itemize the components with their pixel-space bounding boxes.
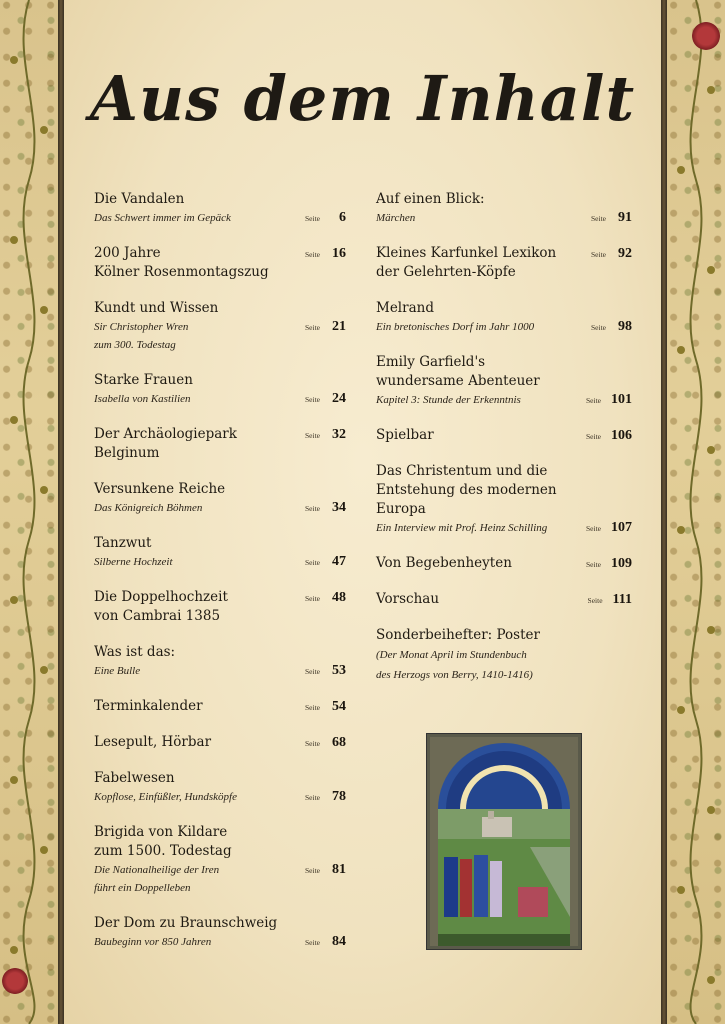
page-label: Seite (305, 431, 320, 440)
toc-entry-title: Kundt und Wissen (94, 300, 219, 316)
toc-left-column (94, 190, 346, 968)
page-number: 54 (332, 699, 346, 714)
toc-entry-title: Versunkene Reiche (94, 481, 226, 497)
toc-entry-subtitle: Das Königreich Böhmen (94, 502, 203, 514)
page-label: Seite (305, 739, 320, 748)
toc-entry-title: Emily Garfield's wundersame Abenteuer (376, 354, 540, 389)
page-number: 92 (618, 246, 632, 261)
toc-page-ref (305, 590, 346, 606)
page-label: Seite (591, 214, 606, 223)
page-label: Seite (305, 558, 320, 567)
toc-page-ref (305, 210, 346, 226)
toc-page-ref (591, 210, 632, 226)
page-number: 84 (332, 934, 346, 949)
toc-entry-title: Tanzwut (94, 535, 152, 551)
toc-entry (376, 299, 632, 336)
toc-page-ref (305, 934, 346, 950)
toc-page-ref (305, 246, 346, 262)
page-label: Seite (305, 395, 320, 404)
toc-entry-subtitle: Kapitel 3: Stunde der Erkenntnis (376, 394, 521, 406)
toc-entry-title: Fabelwesen (94, 770, 175, 786)
vine-ornament-left (0, 0, 58, 1024)
page-number: 101 (611, 392, 632, 407)
toc-entry (94, 190, 346, 227)
page-label: Seite (591, 250, 606, 259)
toc-entry-title: Terminkalender (94, 698, 203, 714)
toc-entry-title: Die Doppelhochzeit von Cambrai 1385 (94, 589, 228, 624)
page-number: 68 (332, 735, 346, 750)
toc-entry-title: Die Vandalen (94, 191, 185, 207)
toc-entry (94, 823, 346, 897)
toc-right-column (376, 190, 632, 685)
page-number: 91 (618, 210, 632, 225)
toc-entry-title: 200 Jahre Kölner Rosenmontagszug (94, 245, 269, 280)
page-number: 21 (332, 319, 346, 334)
special-entry-subtitle: (Der Monat April im Stundenbuch des Herzogs von Berry, 1410-1416) (376, 649, 533, 681)
toc-entry (376, 190, 632, 227)
toc-entry-title: Das Christentum und die Entstehung des modernen Europa (376, 463, 557, 517)
toc-entry-subtitle: Sir Christopher Wren zum 300. Todestag (94, 321, 189, 351)
toc-page-ref (588, 592, 632, 608)
page-label: Seite (587, 596, 603, 605)
toc-entry-subtitle: Baubeginn vor 850 Jahren (94, 936, 212, 948)
toc-entry-title: Der Archäologiepark Belginum (94, 426, 237, 461)
toc-entry (94, 371, 346, 408)
toc-entry (94, 425, 346, 463)
toc-page-ref (305, 789, 346, 805)
red-seal-ornament (2, 968, 28, 994)
page-label: Seite (305, 703, 320, 712)
page-label: Seite (586, 560, 601, 569)
page-label: Seite (305, 504, 320, 513)
toc-entry (94, 914, 346, 951)
page-number: 53 (332, 663, 346, 678)
right-ornamental-border (667, 0, 725, 1024)
toc-entry-subtitle: Märchen (376, 212, 416, 224)
toc-entry-subtitle: Ein Interview mit Prof. Heinz Schilling (376, 522, 548, 534)
toc-page-ref (305, 862, 346, 878)
poster-thumbnail (426, 733, 582, 950)
page-label: Seite (586, 432, 601, 441)
page-number: 107 (611, 520, 632, 535)
toc-page-ref (305, 735, 346, 751)
page-number: 98 (618, 319, 632, 334)
toc-page-ref (305, 427, 346, 443)
toc-page-ref (591, 319, 632, 335)
toc-entry-title: Melrand (376, 300, 434, 316)
page-label: Seite (305, 594, 320, 603)
toc-entry-subtitle: Ein bretonisches Dorf im Jahr 1000 (376, 321, 535, 333)
page-number: 109 (611, 556, 632, 571)
toc-entry (94, 643, 346, 680)
toc-page-ref (305, 391, 346, 407)
toc-entry (94, 588, 346, 626)
page-number: 48 (332, 590, 346, 605)
toc-page-ref (305, 663, 346, 679)
page-label: Seite (591, 323, 606, 332)
red-seal-ornament (692, 22, 720, 50)
page-label: Seite (305, 793, 320, 802)
toc-entry (94, 299, 346, 354)
page-label: Seite (305, 938, 320, 947)
toc-entry-title: Starke Frauen (94, 372, 193, 388)
toc-entry (376, 426, 632, 445)
toc-page-ref (591, 246, 632, 262)
toc-entry-subtitle: Die Nationalheilige der Iren führt ein Doppelleben (94, 864, 220, 894)
page-number: 78 (332, 789, 346, 804)
page-number: 24 (332, 391, 346, 406)
toc-entry-title: Kleines Karfunkel Lexikon der Gelehrten-Köpfe (376, 245, 557, 280)
toc-entry-subtitle: Silberne Hochzeit (94, 556, 173, 568)
toc-entry-title: Was ist das: (94, 644, 176, 660)
toc-entry (376, 462, 632, 537)
toc-entry (376, 353, 632, 409)
poster-illustration (430, 737, 578, 946)
toc-page-ref (305, 319, 346, 335)
page-label: Seite (586, 524, 601, 533)
page-label: Seite (305, 214, 320, 223)
toc-entry-subtitle: Das Schwert immer im Gepäck (94, 212, 231, 224)
toc-entry (376, 244, 632, 282)
page-number: 47 (332, 554, 346, 569)
toc-entry-title: Auf einen Blick: (376, 191, 485, 207)
toc-page-ref (586, 520, 632, 536)
page-number: 81 (332, 862, 346, 877)
toc-entry (94, 480, 346, 517)
special-entry-title: Sonderbeihefter: Poster (376, 627, 540, 643)
parchment-page (64, 0, 661, 1024)
page-number: 106 (611, 428, 632, 443)
toc-entry (376, 590, 632, 609)
toc-entry-subtitle: Isabella von Kastilien (94, 393, 191, 405)
page-label: Seite (305, 250, 320, 259)
toc-page-ref (305, 554, 346, 570)
toc-special-entry (376, 626, 632, 685)
page-number: 111 (612, 592, 632, 607)
vine-ornament-right (667, 0, 725, 1024)
toc-entry (94, 697, 346, 716)
page-number: 6 (339, 210, 346, 225)
page-title: Aus dem Inhalt (89, 62, 636, 135)
toc-entry-title: Brigida von Kildare zum 1500. Todestag (94, 824, 232, 859)
toc-entry-title: Von Begebenheyten (376, 555, 512, 571)
toc-entry-title: Der Dom zu Braunschweig (94, 915, 278, 931)
left-ornamental-border (0, 0, 58, 1024)
toc-page-ref (586, 556, 632, 572)
page-label: Seite (586, 396, 601, 405)
page-number: 34 (332, 500, 346, 515)
toc-page-ref (586, 428, 632, 444)
toc-entry-subtitle: Kopflose, Einfüßler, Hundsköpfe (94, 791, 237, 803)
toc-entry (94, 733, 346, 752)
toc-entry-subtitle: Eine Bulle (94, 665, 141, 677)
toc-entry-title: Vorschau (376, 591, 440, 607)
toc-entry (94, 244, 346, 282)
page-label: Seite (305, 323, 320, 332)
toc-page-ref (305, 500, 346, 516)
toc-page-ref (586, 392, 632, 408)
toc-entry (94, 769, 346, 806)
toc-entry-title: Spielbar (376, 427, 434, 443)
toc-entry (94, 534, 346, 571)
page-label: Seite (305, 866, 320, 875)
page-number: 16 (332, 246, 346, 261)
page-number: 32 (332, 427, 346, 442)
page-label: Seite (305, 667, 320, 676)
toc-entry (376, 554, 632, 573)
toc-page-ref (305, 699, 346, 715)
toc-entry-title: Lesepult, Hörbar (94, 734, 212, 750)
